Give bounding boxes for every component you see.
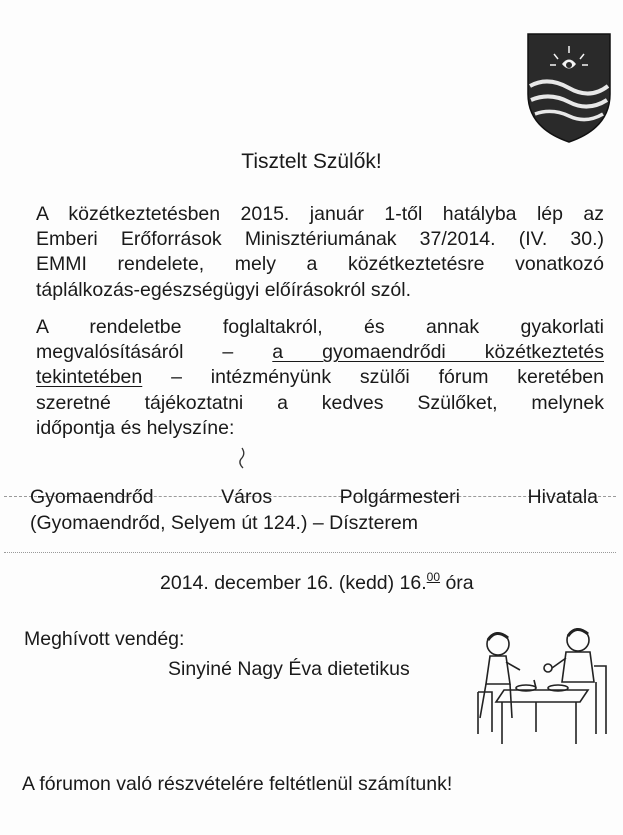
venue-address: (Gyomaendrőd, Selyem út 124.) – Díszterem: [30, 512, 418, 534]
date-suffix: óra: [440, 572, 474, 594]
dashed-divider: [4, 552, 616, 553]
forum-line: A rendeletbe foglaltakról, és annak gyakorlati: [36, 316, 604, 338]
forum-paragraph: [36, 315, 604, 441]
forum-line: [36, 340, 604, 365]
intro-line: EMMI rendelete, mely a közétkeztetésre vonatkozó: [36, 253, 604, 276]
municipal-crest-icon: [526, 32, 612, 144]
intro-line: táplálkozás-egészségügyi előírásokról szól.: [36, 278, 412, 301]
children-eating-illustration: [476, 622, 612, 750]
intro-paragraph: [36, 202, 604, 303]
venue-block: [30, 484, 598, 536]
date-minutes: 00: [426, 570, 441, 584]
guest-name: Sinyiné Nagy Éva dietetikus: [168, 658, 410, 680]
forum-line: [36, 365, 604, 390]
pen-mark-icon: [234, 446, 252, 470]
venue-name: Gyomaendrőd Város Polgármesteri Hivatala: [30, 486, 598, 508]
forum-line-prefix: megvalósításáról –: [36, 341, 273, 364]
intro-line: Emberi Erőforrások Minisztériumának 37/2014. (IV. 30.): [36, 228, 604, 251]
forum-line-suffix: – intézményünk szülői fórum keretében: [142, 366, 604, 389]
forum-line: szeretné tájékoztatni a kedves Szülőket, melynek: [36, 391, 604, 414]
guest-label: Meghívott vendég:: [24, 628, 185, 650]
date-text: 2014. december 16. (kedd) 16.: [160, 572, 427, 594]
intro-line: A közétkeztetésben 2015. január 1-től hatályba lép az: [36, 203, 604, 225]
underlined-topic: a gyomaendrődi közétkeztetés: [272, 341, 604, 364]
page-title: Tisztelt Szülők!: [241, 150, 382, 173]
underlined-topic: tekintetében: [36, 366, 143, 389]
event-date: [160, 570, 474, 595]
forum-line: időpontja és helyszíne:: [36, 416, 235, 439]
closing-text: A fórumon való részvételére feltétlenül számítunk!: [22, 773, 453, 795]
